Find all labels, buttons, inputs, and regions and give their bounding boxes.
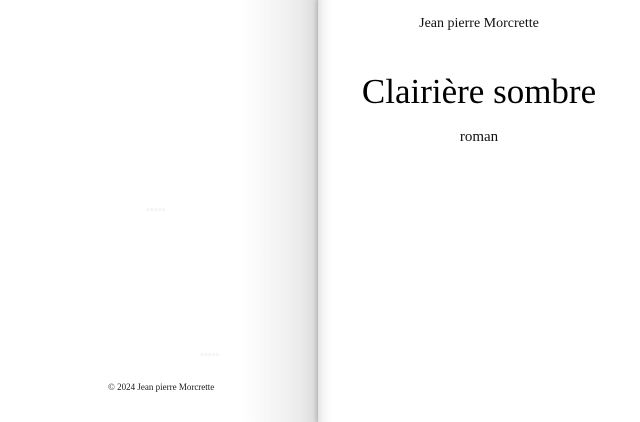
book-genre: roman bbox=[459, 129, 499, 145]
author-name: Jean pierre Morcrette bbox=[419, 16, 539, 31]
copyright-notice: © 2024 Jean pierre Morcrette bbox=[108, 382, 215, 392]
right-page[interactable] bbox=[318, 0, 640, 422]
show-through-mark: ▪▪▪▪▪ bbox=[146, 204, 166, 216]
show-through-mark: ▪▪▪▪▪ bbox=[200, 349, 220, 361]
book-title: Clairière sombre bbox=[361, 72, 597, 111]
left-page[interactable] bbox=[0, 0, 318, 422]
